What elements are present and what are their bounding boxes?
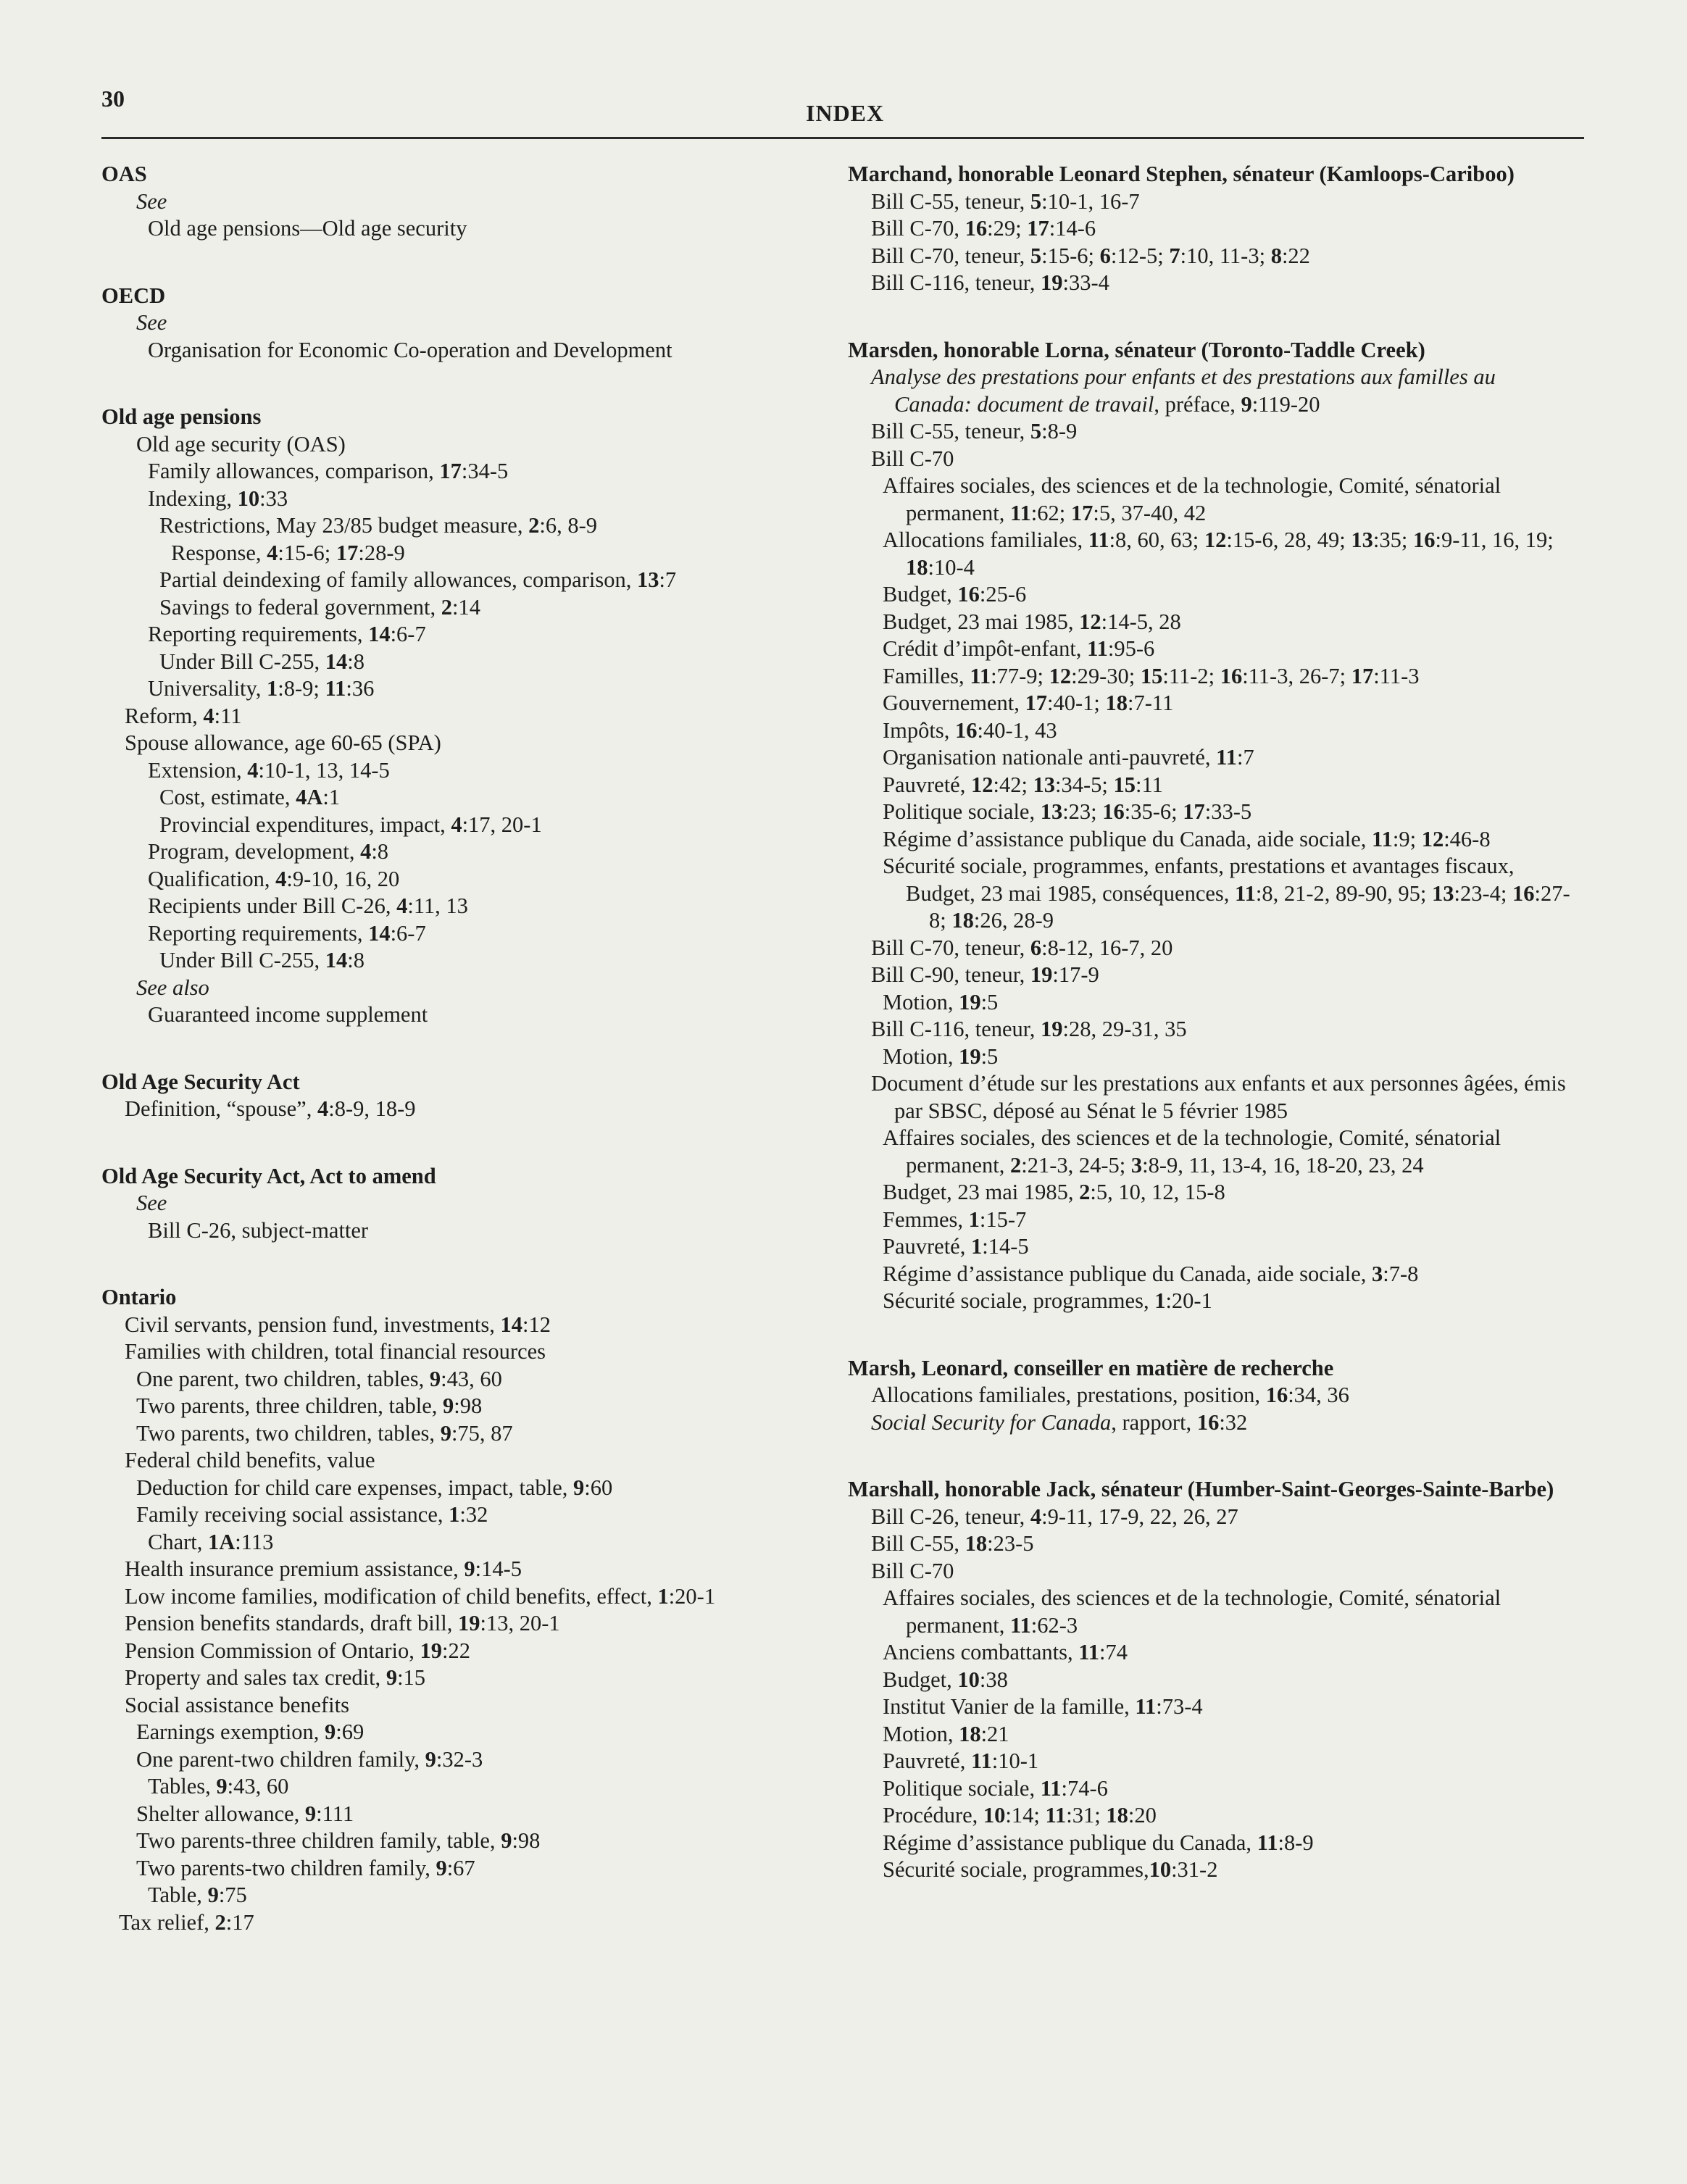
index-subentry: Savings to federal government, 2:14 — [159, 594, 481, 620]
index-subentry: Régime d’assistance publique du Canada, aide sociale, 3:7-8 — [883, 1261, 1419, 1286]
index-column-left — [101, 161, 826, 1976]
index-heading: Old age pensions — [101, 404, 262, 429]
index-subentry: Old age pensions—Old age security — [148, 216, 467, 241]
index-subentry: Régime d’assistance publique du Canada, 11:8-9 — [883, 1830, 1314, 1855]
index-subentry: Budget, 16:25-6 — [883, 582, 1027, 607]
index-subentry: Under Bill C-255, 14:8 — [159, 948, 365, 972]
index-heading: Marsden, honorable Lorna, sénateur (Toronto-Taddle Creek) — [848, 337, 1425, 362]
index-subentry: Sécurité sociale, programmes, 1:20-1 — [883, 1288, 1212, 1313]
index-subentry: Sécurité sociale, programmes, enfants, prestations et avantages fiscaux, — [883, 854, 1515, 878]
index-subentry: See — [136, 188, 167, 214]
index-subentry: Tables, 9:43, 60 — [148, 1774, 289, 1799]
index-subentry: Restrictions, May 23/85 budget measure, 2:6, 8-9 — [159, 513, 597, 538]
index-subentry: Federal child benefits, value — [125, 1448, 375, 1472]
index-subentry: Definition, “spouse”, 4:8-9, 18-9 — [125, 1096, 416, 1121]
index-entry — [101, 404, 826, 1029]
index-subentry: Social assistance benefits — [125, 1692, 349, 1717]
index-column-right — [848, 161, 1573, 1924]
index-subentry: Institut Vanier de la famille, 11:73-4 — [883, 1694, 1203, 1719]
index-subentry: Bill C-116, teneur, 19:28, 29-31, 35 — [871, 1017, 1187, 1041]
index-subentry: Femmes, 1:15-7 — [883, 1206, 1027, 1232]
index-subentry: Organisation for Economic Co-operation and Development — [148, 337, 672, 362]
index-subentry: Pension Commission of Ontario, 19:22 — [125, 1638, 471, 1663]
index-subentry: Family receiving social assistance, 1:32 — [136, 1502, 488, 1527]
index-subentry: Reporting requirements, 14:6-7 — [148, 920, 426, 946]
index-subentry: Organisation nationale anti-pauvreté, 11:7 — [883, 745, 1254, 770]
index-subentry: Budget, 23 mai 1985, 12:14-5, 28 — [883, 609, 1181, 634]
index-subentry: Budget, 10:38 — [883, 1667, 1008, 1692]
index-subentry: Pauvreté, 11:10-1 — [883, 1749, 1039, 1773]
index-entry — [101, 1163, 826, 1245]
index-heading: OECD — [101, 283, 166, 308]
index-subentry: Régime d’assistance publique du Canada, aide sociale, 11:9; 12:46-8 — [883, 826, 1491, 851]
page-number: 30 — [101, 86, 125, 112]
index-heading: Marshall, honorable Jack, sénateur (Humber-Saint-Georges-Sainte-Barbe) — [848, 1477, 1554, 1501]
index-subentry: Impôts, 16:40-1, 43 — [883, 717, 1057, 743]
index-subentry: Under Bill C-255, 14:8 — [159, 649, 365, 674]
running-head: INDEX — [806, 100, 885, 126]
index-subentry: Pauvreté, 1:14-5 — [883, 1234, 1029, 1259]
index-subentry: Provincial expenditures, impact, 4:17, 20-1 — [159, 812, 542, 837]
index-entry — [848, 161, 1573, 297]
index-subentry: Two parents-two children family, 9:67 — [136, 1855, 475, 1880]
index-subentry: Two parents, three children, table, 9:98 — [136, 1393, 483, 1418]
index-subentry: Two parents-three children family, table, 9:98 — [136, 1828, 541, 1853]
index-subentry: Low income families, modification of child benefits, effect, 1:20-1 — [125, 1583, 716, 1609]
index-subentry: Pauvreté, 12:42; 13:34-5; 15:11 — [883, 772, 1163, 797]
index-subentry: Response, 4:15-6; 17:28-9 — [171, 540, 405, 565]
index-subentry: Affaires sociales, des sciences et de la technologie, Comité, sénatorial permanent, 11:62; 17:5, 37-40, 42 — [883, 473, 1501, 525]
index-subentry: Bill C-55, teneur, 5:8-9 — [871, 419, 1078, 443]
index-subentry: Reporting requirements, 14:6-7 — [148, 622, 426, 646]
index-entry — [848, 1476, 1573, 1884]
index-subentry: Bill C-70 — [871, 446, 954, 471]
index-subentry: Bill C-26, teneur, 4:9-11, 17-9, 22, 26, 27 — [871, 1504, 1238, 1529]
index-subentry: Table, 9:75 — [148, 1883, 247, 1907]
index-heading: Ontario — [101, 1285, 177, 1309]
header-rule — [101, 137, 1584, 139]
index-subentry: Earnings exemption, 9:69 — [136, 1720, 365, 1744]
index-subentry: Affaires sociales, des sciences et de la technologie, Comité, sénatorial permanent, 2:21-3, 24-5; 3:8-9, 11, 13-4, 16, 18-20, 23, 24 — [883, 1125, 1501, 1178]
index-subentry: Politique sociale, 11:74-6 — [883, 1775, 1108, 1801]
index-subentry: Allocations familiales, 11:8, 60, 63; 12:15-6, 28, 49; 13:35; 16:9-11, 16, 19; 18:10-4 — [883, 528, 1554, 580]
index-subentry: Motion, 19:5 — [883, 1043, 999, 1069]
index-subentry: Bill C-55, 18:23-5 — [871, 1531, 1034, 1556]
index-subentry: Shelter allowance, 9:111 — [136, 1801, 354, 1826]
index-subentry: Health insurance premium assistance, 9:14-5 — [125, 1556, 522, 1581]
index-subentry: Tax relief, 2:17 — [119, 1909, 254, 1935]
index-subentry: Analyse des prestations pour enfants et des prestations aux familles au Canada: document de travail, préface, 9:119-20 — [871, 364, 1496, 417]
index-subentry: Property and sales tax credit, 9:15 — [125, 1665, 426, 1690]
index-subentry: Bill C-70, 16:29; 17:14-6 — [871, 216, 1096, 241]
index-subentry: Cost, estimate, 4A:1 — [159, 785, 341, 809]
index-subentry: Affaires sociales, des sciences et de la technologie, Comité, sénatorial permanent, 11:62-3 — [883, 1585, 1501, 1638]
index-subentry: Document d’étude sur les prestations aux enfants et aux personnes âgées, émis par SBSC, déposé au Sénat le 5 février 1985 — [871, 1071, 1566, 1123]
index-subentry: Bill C-90, teneur, 19:17-9 — [871, 962, 1099, 987]
index-entry — [848, 1355, 1573, 1437]
index-subentry: See also — [136, 975, 209, 1000]
index-subentry: Crédit d’impôt-enfant, 11:95-6 — [883, 636, 1155, 661]
index-subentry: Qualification, 4:9-10, 16, 20 — [148, 866, 400, 891]
index-entry — [101, 283, 826, 364]
index-subentry: Procédure, 10:14; 11:31; 18:20 — [883, 1803, 1157, 1827]
index-subentry: Two parents, two children, tables, 9:75, 87 — [136, 1420, 513, 1446]
index-entry — [101, 161, 826, 243]
index-subentry: Indexing, 10:33 — [148, 485, 288, 511]
index-subentry: Chart, 1A:113 — [148, 1529, 274, 1554]
index-entry — [101, 1284, 826, 1936]
index-heading: Old Age Security Act — [101, 1069, 300, 1094]
index-subentry: Bill C-70, teneur, 5:15-6; 6:12-5; 7:10, 11-3; 8:22 — [871, 243, 1310, 268]
index-heading: Marchand, honorable Leonard Stephen, sénateur (Kamloops-Cariboo) — [848, 162, 1515, 186]
index-subentry: Recipients under Bill C-26, 4:11, 13 — [148, 893, 468, 918]
index-subentry: Extension, 4:10-1, 13, 14-5 — [148, 757, 390, 783]
index-subentry: Civil servants, pension fund, investments, 14:12 — [125, 1312, 551, 1337]
index-entry — [848, 337, 1573, 1315]
index-subentry: Bill C-55, teneur, 5:10-1, 16-7 — [871, 188, 1140, 214]
index-subentry: Pension benefits standards, draft bill, 19:13, 20-1 — [125, 1611, 560, 1635]
index-subentry: Bill C-70 — [871, 1558, 954, 1583]
index-subentry: Bill C-26, subject-matter — [148, 1217, 369, 1243]
index-subentry: Motion, 19:5 — [883, 989, 999, 1014]
index-subentry: One parent-two children family, 9:32-3 — [136, 1746, 483, 1772]
index-subentry: Social Security for Canada, rapport, 16:32 — [871, 1409, 1248, 1435]
index-subentry: Universality, 1:8-9; 11:36 — [148, 676, 375, 701]
index-subentry: Politique sociale, 13:23; 16:35-6; 17:33-5 — [883, 799, 1252, 824]
index-subentry: See — [136, 1191, 167, 1215]
index-subentry: Reform, 4:11 — [125, 703, 242, 728]
index-heading: Old Age Security Act, Act to amend — [101, 1163, 436, 1188]
index-subentry: See — [136, 310, 167, 335]
index-entry — [101, 1069, 826, 1123]
index-subentry: Spouse allowance, age 60-65 (SPA) — [125, 730, 441, 755]
index-subentry: Budget, 23 mai 1985, conséquences, 11:8, 21-2, 89-90, 95; 13:23-4; 16:27-8; 18:26, 28-9 — [906, 880, 1570, 933]
index-subentry: Anciens combattants, 11:74 — [883, 1640, 1128, 1664]
index-subentry: Family allowances, comparison, 17:34-5 — [148, 459, 509, 483]
index-subentry: Partial deindexing of family allowances, comparison, 13:7 — [159, 567, 677, 592]
index-subentry: Gouvernement, 17:40-1; 18:7-11 — [883, 691, 1174, 715]
index-subentry: Allocations familiales, prestations, position, 16:34, 36 — [871, 1383, 1349, 1407]
index-subentry: One parent, two children, tables, 9:43, 60 — [136, 1366, 502, 1391]
index-subentry: Motion, 18:21 — [883, 1721, 1009, 1746]
index-subentry: Families with children, total financial resources — [125, 1339, 546, 1364]
index-subentry: Budget, 23 mai 1985, 2:5, 10, 12, 15-8 — [883, 1180, 1225, 1204]
index-subentry: Familles, 11:77-9; 12:29-30; 15:11-2; 16:11-3, 26-7; 17:11-3 — [883, 663, 1420, 688]
index-subentry: Old age security (OAS) — [136, 431, 346, 457]
index-subentry: Guaranteed income supplement — [148, 1002, 428, 1027]
index-heading: Marsh, Leonard, conseiller en matière de recherche — [848, 1355, 1334, 1380]
index-subentry: Deduction for child care expenses, impact, table, 9:60 — [136, 1475, 613, 1500]
index-subentry: Sécurité sociale, programmes,10:31-2 — [883, 1857, 1218, 1882]
index-subentry: Program, development, 4:8 — [148, 839, 389, 864]
index-subentry: Bill C-70, teneur, 6:8-12, 16-7, 20 — [871, 935, 1173, 960]
index-subentry: Bill C-116, teneur, 19:33-4 — [871, 270, 1109, 295]
index-heading: OAS — [101, 162, 147, 186]
